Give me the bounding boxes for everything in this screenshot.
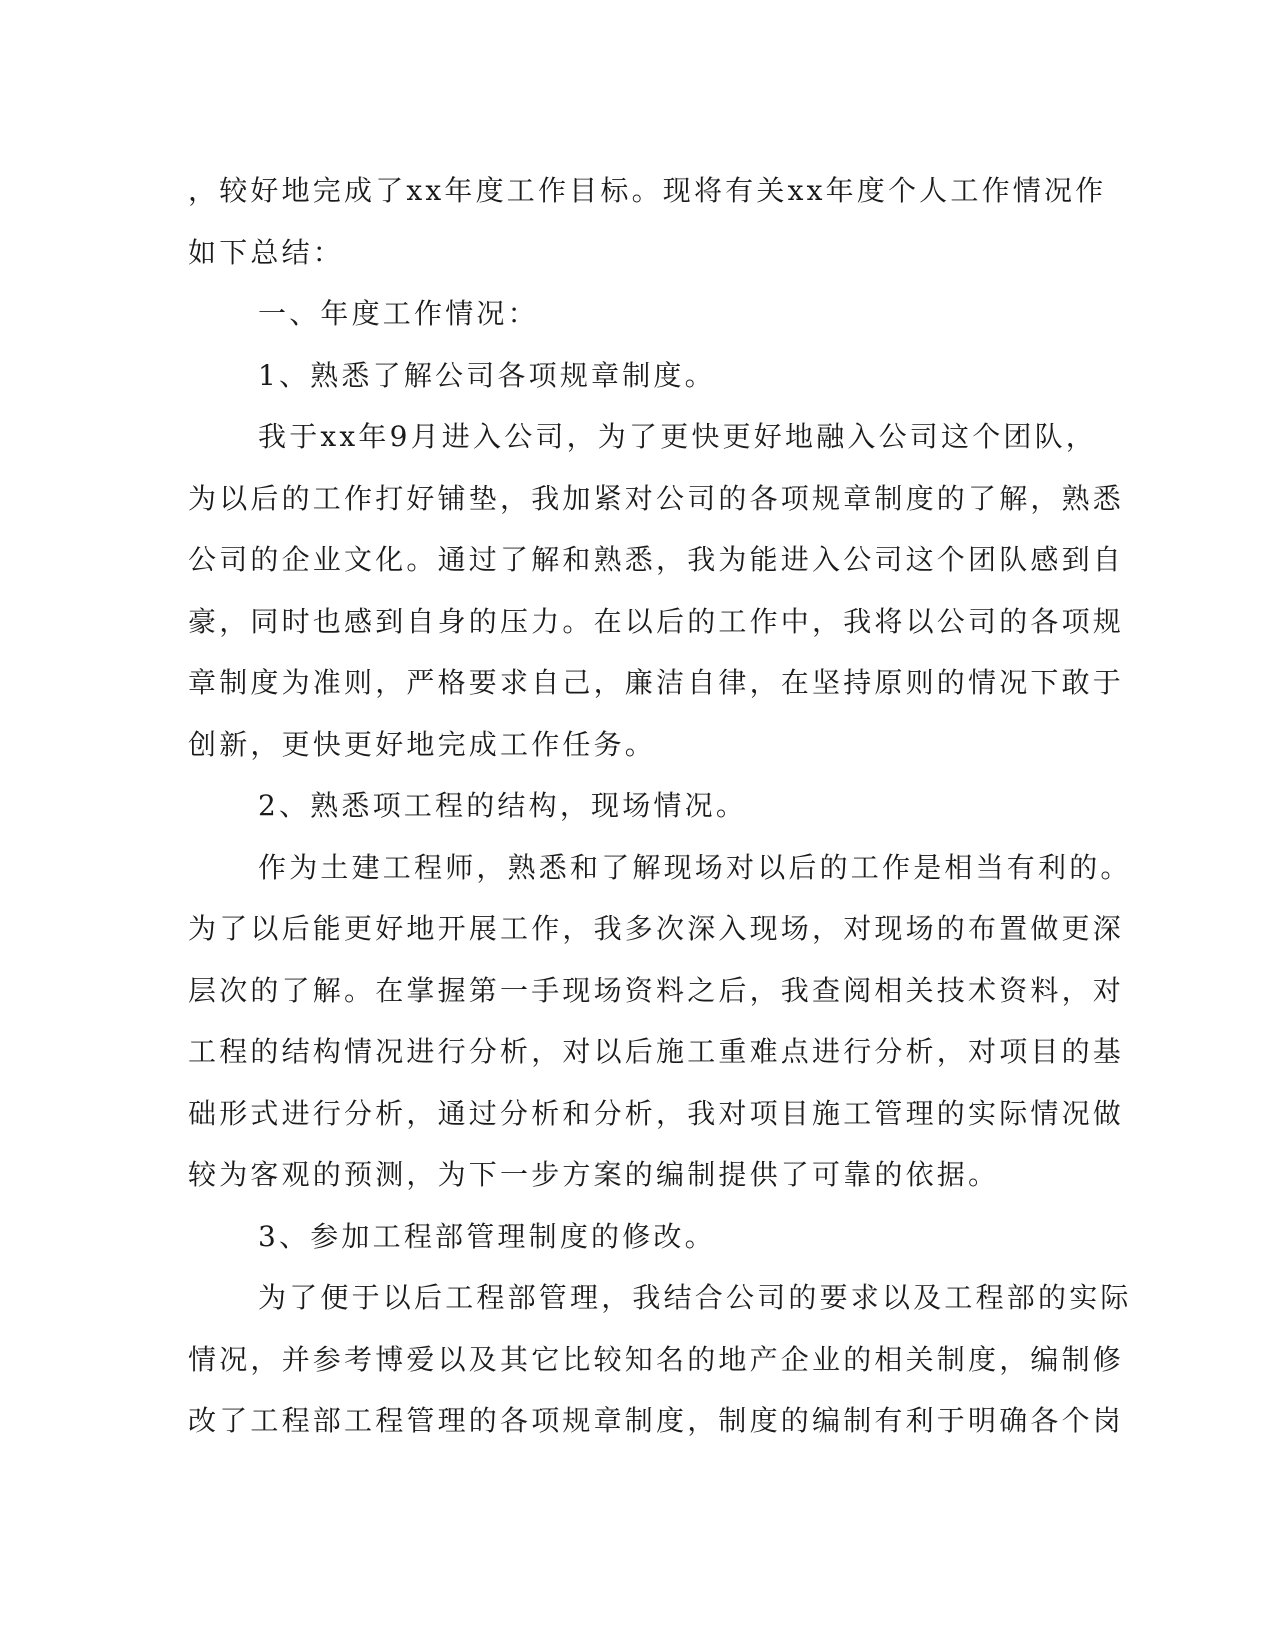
- section-heading: 一、年度工作情况：: [258, 297, 539, 330]
- text-line: 为了便于以后工程部管理，我结合公司的要求以及工程部的实际: [258, 1281, 1132, 1314]
- text-line: 如下总结：: [188, 235, 345, 269]
- subsection-heading: 2、熟悉项工程的结构，现场情况。: [258, 789, 748, 822]
- text-line: 础形式进行分析，通过分析和分析，我对项目施工管理的实际情况做: [188, 1096, 1125, 1130]
- text-line: 较为客观的预测，为下一步方案的编制提供了可靠的依据。: [188, 1158, 1000, 1191]
- subsection-heading: 3、参加工程部管理制度的修改。: [258, 1219, 716, 1253]
- text-line: 豪，同时也感到自身的压力。在以后的工作中，我将以公司的各项规: [188, 604, 1125, 638]
- text-line: 公司的企业文化。通过了解和熟悉，我为能进入公司这个团队感到自: [188, 543, 1125, 576]
- subsection-heading: 1、熟悉了解公司各项规章制度。: [258, 358, 716, 392]
- text-line: 为了以后能更好地开展工作，我多次深入现场，对现场的布置做更深: [188, 912, 1125, 945]
- text-line: 情况，并参考博爱以及其它比较知名的地产企业的相关制度，编制修: [188, 1342, 1125, 1376]
- text-line: 创新，更快更好地完成工作任务。: [188, 727, 657, 761]
- text-line: 工程的结构情况进行分析，对以后施工重难点进行分析，对项目的基: [188, 1035, 1125, 1068]
- text-line: 作为土建工程师，熟悉和了解现场对以后的工作是相当有利的。: [258, 850, 1132, 884]
- text-line: ，较好地完成了xx年度工作目标。现将有关xx年度个人工作情况作: [188, 174, 1107, 207]
- text-line: 我于xx年9月进入公司，为了更快更好地融入公司这个团队，: [258, 420, 1097, 453]
- document-body: [188, 160, 1132, 1452]
- text-line: 层次的了解。在掌握第一手现场资料之后，我查阅相关技术资料，对: [188, 973, 1125, 1007]
- text-line: 改了工程部工程管理的各项规章制度，制度的编制有利于明确各个岗: [188, 1404, 1125, 1437]
- text-line: 章制度为准则，严格要求自己，廉洁自律，在坚持原则的情况下敢于: [188, 666, 1125, 699]
- text-line: 为以后的工作打好铺垫，我加紧对公司的各项规章制度的了解，熟悉: [188, 481, 1125, 515]
